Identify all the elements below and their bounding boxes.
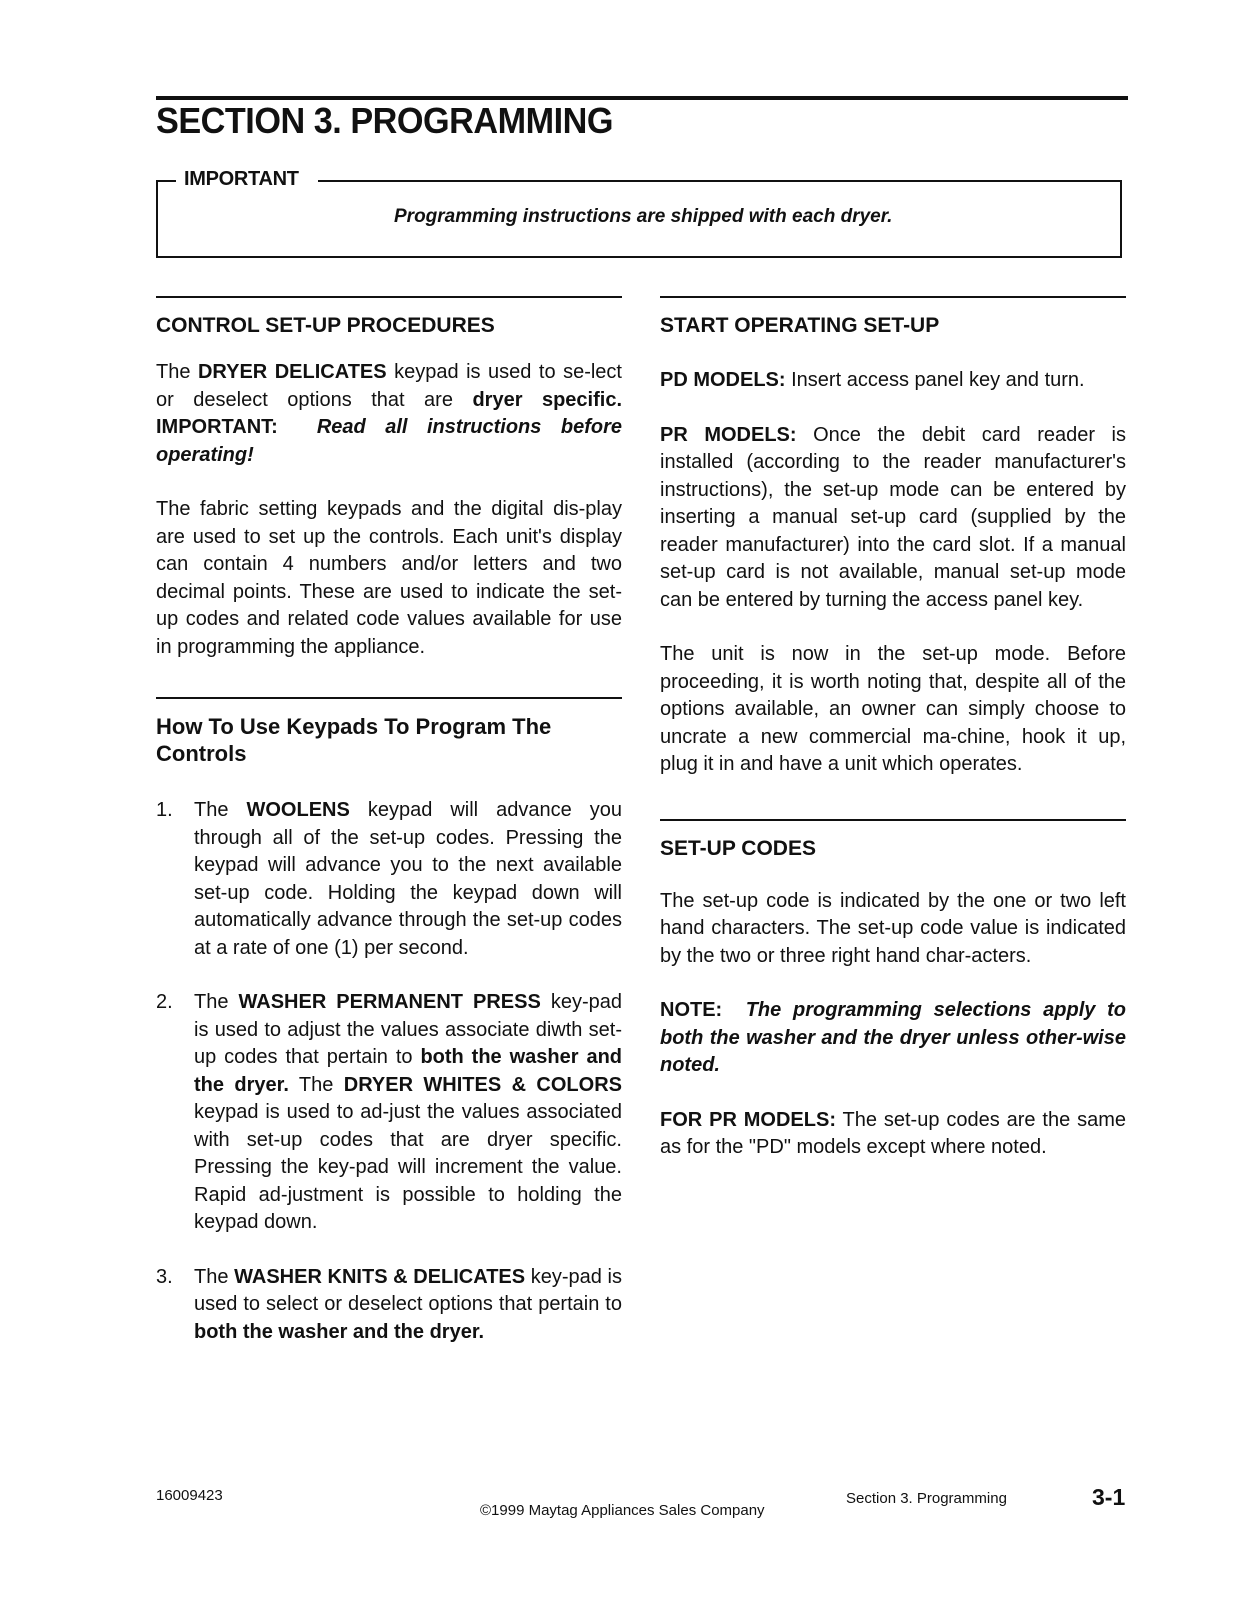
left-column: [156, 296, 622, 1373]
right-column: [660, 296, 1126, 1189]
section-rule: [660, 296, 1126, 298]
footer-section-name: Section 3. Programming: [846, 1490, 1007, 1507]
footer-page-number: 3-1: [1092, 1484, 1126, 1510]
important-text: Programming instructions are shipped with each dryer.: [394, 206, 893, 227]
setup-codes-heading: SET-UP CODES: [660, 836, 816, 860]
text: keypad will advance you through all of the set-up codes. Pressing the keypad will advance you to the next available set-up code. Holding the keypad down will automatically advance through the set-up codes at a rate of one (1) per second.: [194, 799, 622, 959]
text: The: [194, 1265, 235, 1288]
list-number: 2.: [156, 991, 173, 1013]
list-number: 1.: [156, 799, 173, 821]
section-rule: [156, 697, 622, 699]
how-to-list: [156, 797, 622, 1346]
control-setup-paragraph-2: The fabric setting keypads and the digital dis-play are used to set up the controls. Each unit's display can contain 4 numbers and/or letters and two decimal points. These are used to indicate the set-up codes and related code values available for use in programming the appliance.: [156, 498, 622, 658]
text: The: [194, 799, 247, 821]
keypad-name: WOOLENS: [246, 799, 350, 821]
text: keypad is used to se-lect or deselect options that are: [156, 361, 622, 411]
keypad-name: DRYER DELICATES: [197, 361, 387, 383]
list-item: [156, 989, 622, 1237]
pd-models-paragraph: [660, 367, 1126, 395]
text: key-pad is used to adjust the values associate diwth set-up codes that pertain to: [194, 991, 622, 1068]
text: The: [194, 991, 239, 1013]
keypad-name: WASHER KNITS & DELICATES: [234, 1265, 526, 1288]
text: keypad is used to ad-just the values associated with set-up codes that are dryer specific. Pressing the key-pad will increment the value. Rapid ad-justment is possible to holding the keypad down.: [194, 1101, 622, 1233]
important-inline-text: Read all instructions before operating!: [156, 416, 623, 466]
control-setup-heading: CONTROL SET-UP PROCEDURES: [156, 314, 495, 337]
note-label: NOTE:: [660, 999, 723, 1021]
page-title: SECTION 3. PROGRAMMING: [156, 100, 613, 141]
how-to-heading: How To Use Keypads To Program The Controls: [156, 714, 552, 766]
for-pr-models-paragraph: [660, 1107, 1126, 1162]
start-setup-heading: START OPERATING SET-UP: [660, 314, 940, 337]
emphasis: both the washer and the dryer.: [194, 1320, 485, 1343]
for-pr-models-label: FOR PR MODELS:: [660, 1108, 836, 1131]
pr-models-label: PR MODELS:: [660, 423, 797, 446]
footer-doc-number: 16009423: [156, 1487, 223, 1504]
emphasis: both the washer and the dryer.: [194, 1046, 623, 1096]
section-rule: [660, 819, 1126, 821]
text: Insert access panel key and turn.: [785, 369, 1085, 391]
box-border: [318, 180, 1122, 182]
important-box: [156, 168, 1122, 258]
note-paragraph: [660, 997, 1126, 1080]
text: key-pad is used to select or deselect options that pertain to: [194, 1265, 622, 1315]
box-border: [156, 180, 176, 182]
text: Once the debit card reader is installed (according to the reader manufacturer's instructions), the set-up mode can be entered by inserting a manual set-up card (supplied by the reader manufacturer) into the card slot. If a manual set-up card is not available, manual set-up mode can be entered by turning the access panel key.: [660, 423, 1126, 611]
pr-models-paragraph: [660, 422, 1126, 615]
text: The: [288, 1073, 344, 1096]
keypad-name: WASHER PERMANENT PRESS: [238, 991, 541, 1013]
footer-copyright: ©1999 Maytag Appliances Sales Company: [480, 1502, 765, 1519]
setup-mode-paragraph: The unit is now in the set-up mode. Before proceeding, it is worth noting that, despite all of the options available, an owner can simply choose to uncrate a new commercial ma-chine, hook it up, plug it in and have a unit which operates.: [660, 643, 1126, 775]
section-rule: [156, 296, 622, 298]
important-label: IMPORTANT: [184, 168, 299, 190]
list-item: [156, 1264, 622, 1347]
note-text: The programming selections apply to both the washer and the dryer unless other-wise noted.: [660, 999, 1126, 1076]
keypad-name: DRYER WHITES & COLORS: [343, 1073, 622, 1096]
pd-models-label: PD MODELS:: [660, 369, 786, 391]
important-inline-label: IMPORTANT:: [156, 416, 278, 438]
setup-codes-paragraph: The set-up code is indicated by the one or two left hand characters. The set-up code value is indicated by the two or three right hand char-acters.: [660, 889, 1126, 967]
control-setup-paragraph-1: [156, 359, 622, 469]
emphasis: dryer specific.: [472, 388, 623, 411]
list-number: 3.: [156, 1265, 173, 1288]
text: The: [156, 361, 198, 383]
text: The set-up codes are the same as for the "PD" models except where noted.: [660, 1108, 1126, 1158]
list-item: [156, 797, 622, 962]
